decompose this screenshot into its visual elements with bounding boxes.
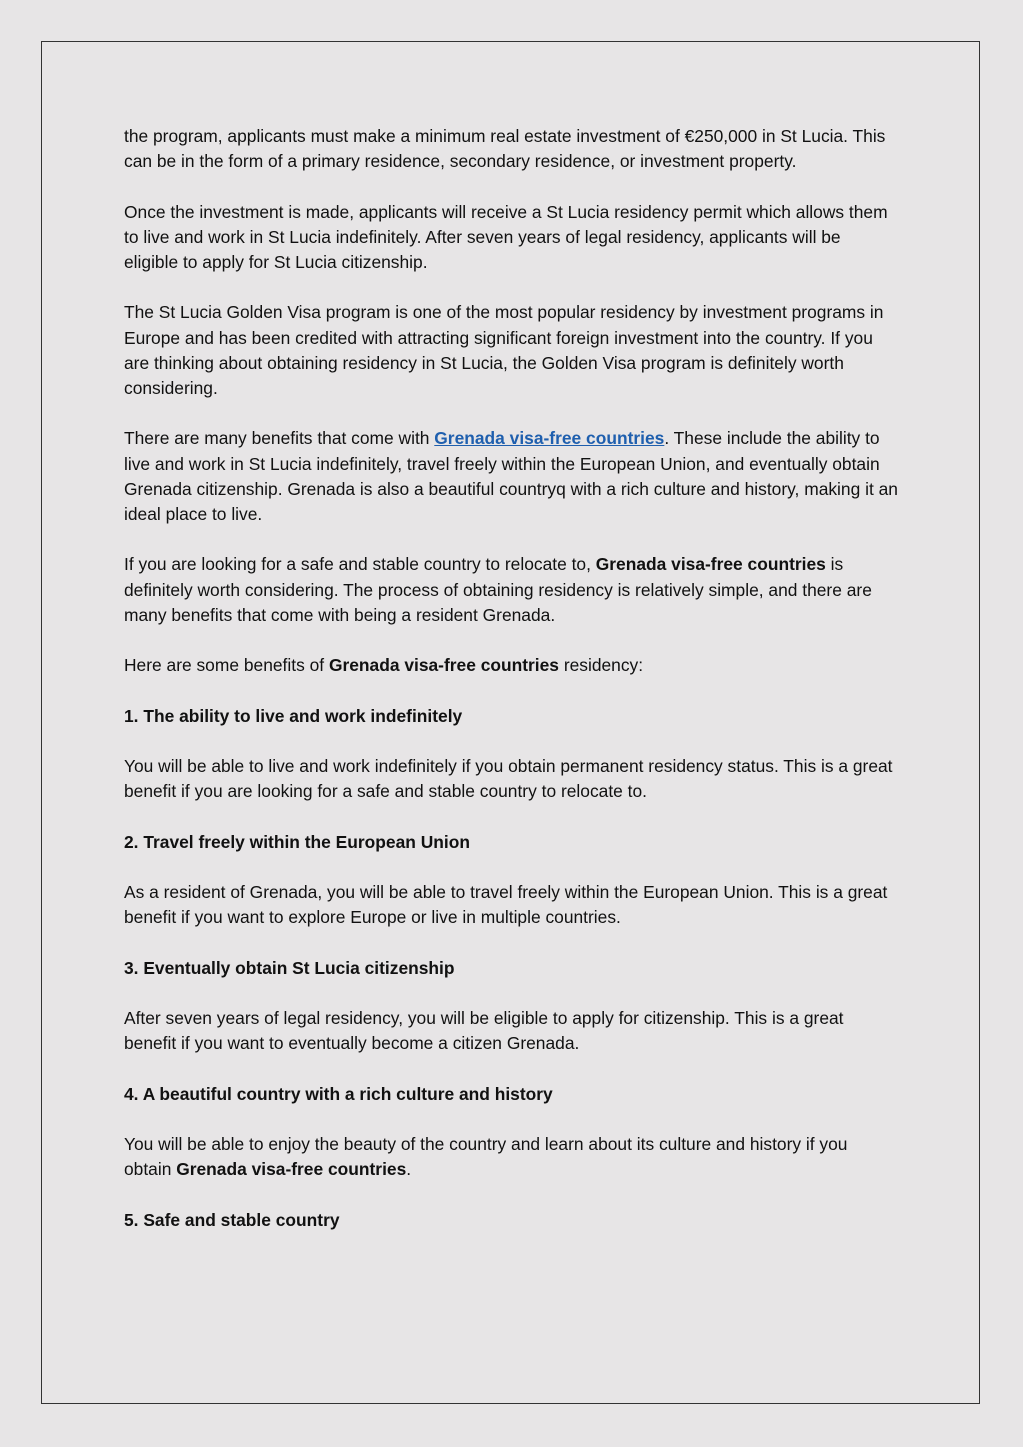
- text-segment: .: [406, 1159, 412, 1180]
- text-segment: You will be able to enjoy the beauty of the country and learn about its culture and history if you obtain: [124, 1133, 848, 1180]
- paragraph-relocate: [124, 552, 899, 628]
- text-segment: . These include the ability to live and work in St Lucia indefinitely, travel freely within the European Union, and eventually obtain Grenada citizenship. Grenada is also a beautiful countryq with a rich culture and history, making it an ideal place to live.: [124, 428, 898, 524]
- bold-keyword: Grenada visa-free countries: [176, 1159, 407, 1180]
- text-segment: is definitely worth considering. The process of obtaining residency is relatively simple, and there are many benefits that come with being a resident Grenada.: [124, 554, 872, 625]
- text-segment: If you are looking for a safe and stable country to relocate to,: [124, 554, 596, 575]
- document-body: [124, 124, 899, 1258]
- grenada-visa-free-link[interactable]: Grenada visa-free countries: [434, 428, 665, 449]
- paragraph-investment-requirement: the program, applicants must make a minimum real estate investment of €250,000 in St Lucia. This can be in the form of a primary residence, secondary residence, or investment property.: [124, 126, 886, 172]
- bold-keyword: Grenada visa-free countries: [328, 655, 559, 676]
- paragraph-benefits-intro: [124, 426, 899, 527]
- paragraph-benefits-list-intro: [124, 653, 899, 678]
- paragraph-golden-visa-overview: The St Lucia Golden Visa program is one of the most popular residency by investment programs in Europe and has been credited with attracting significant foreign investment into the country. If you are thinking about obtaining residency in St Lucia, the Golden Visa program is definitely worth considering.: [124, 302, 884, 398]
- benefit-text-3: After seven years of legal residency, you will be eligible to apply for citizenship. This is a great benefit if you want to eventually become a citizen Grenada.: [124, 1007, 844, 1054]
- text-segment: Here are some benefits of: [124, 655, 329, 676]
- benefit-heading-1: 1. The ability to live and work indefinitely: [124, 705, 463, 726]
- text-segment: There are many benefits that come with: [124, 428, 435, 449]
- benefit-heading-3: 3. Eventually obtain St Lucia citizenship: [124, 957, 455, 978]
- text-segment: residency:: [558, 655, 644, 676]
- benefit-heading-4: 4. A beautiful country with a rich culture and history: [124, 1083, 553, 1104]
- paragraph-residency-permit: Once the investment is made, applicants will receive a St Lucia residency permit which allows them to live and work in St Lucia indefinitely. After seven years of legal residency, applicants will be eligible to apply for St Lucia citizenship.: [124, 201, 888, 272]
- benefit-text-1: You will be able to live and work indefinitely if you obtain permanent residency status. This is a great benefit if you are looking for a safe and stable country to relocate to.: [124, 755, 893, 802]
- benefit-text-2: As a resident of Grenada, you will be able to travel freely within the European Union. This is a great benefit if you want to explore Europe or live in multiple countries.: [124, 881, 888, 928]
- benefit-text-4: [124, 1132, 899, 1182]
- benefit-heading-5: 5. Safe and stable country: [124, 1209, 340, 1230]
- benefit-heading-2: 2. Travel freely within the European Union: [124, 831, 470, 852]
- bold-keyword: Grenada visa-free countries: [595, 554, 826, 575]
